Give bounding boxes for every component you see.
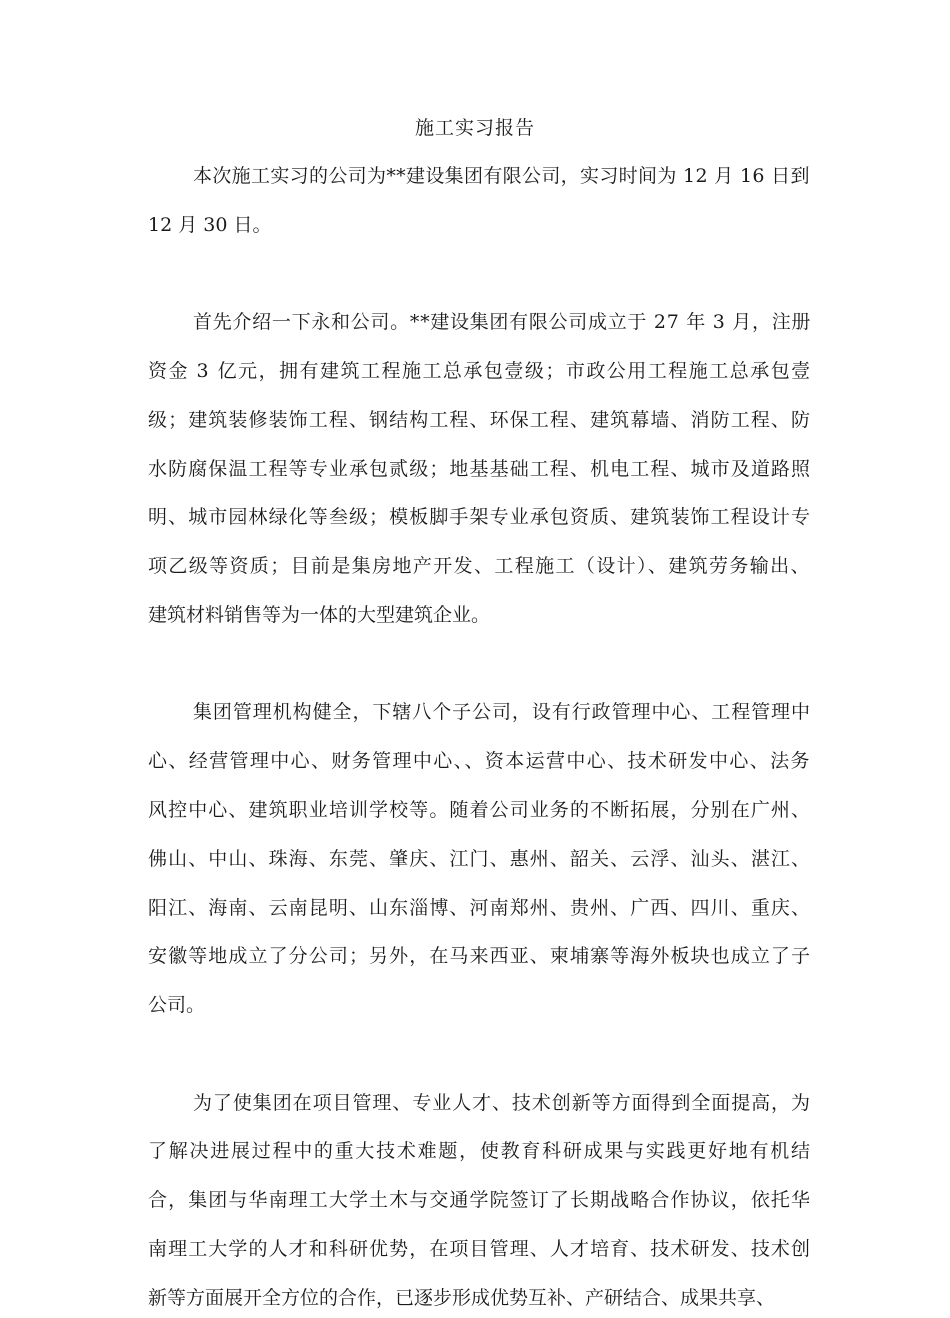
paragraph-line: 心、经营管理中心、财务管理中心、、资本运营中心、技术研发中心、法务 <box>148 750 811 772</box>
paragraph-line: 为了使集团在项目管理、专业人才、技术创新等方面得到全面提高，为 <box>193 1092 811 1114</box>
paragraph-line: 水防腐保温工程等专业承包贰级；地基基础工程、机电工程、城市及道路照 <box>148 458 812 480</box>
document-title: 施工实习报告 <box>414 117 535 139</box>
paragraph-line: 佛山、中山、珠海、东莞、肇庆、江门、惠州、韶关、云浮、汕头、湛江、 <box>148 848 812 870</box>
paragraph-line: 首先介绍一下永和公司。**建设集团有限公司成立于 27 年 3 月，注册 <box>193 311 812 333</box>
paragraph-line: 级；建筑装修装饰工程、钢结构工程、环保工程、建筑幕墙、消防工程、防 <box>148 409 812 431</box>
paragraph-line: 阳江、海南、云南昆明、山东淄博、河南郑州、贵州、广西、四川、重庆、 <box>148 897 812 919</box>
paragraph-line: 集团管理机构健全，下辖八个子公司，设有行政管理中心、工程管理中 <box>193 701 811 723</box>
paragraph-line: 了解决进展过程中的重大技术难题，使教育科研成果与实践更好地有机结 <box>148 1140 812 1162</box>
paragraph-line: 南理工大学的人才和科研优势，在项目管理、人才培育、技术研发、技术创 <box>148 1238 812 1260</box>
paragraph-line: 公司。 <box>148 994 206 1016</box>
paragraph-line: 安徽等地成立了分公司；另外，在马来西亚、柬埔寨等海外板块也成立了子 <box>148 945 812 967</box>
paragraph-line: 项乙级等资质；目前是集房地产开发、工程施工（设计）、建筑劳务输出、 <box>148 555 811 577</box>
paragraph-line: 明、城市园林绿化等叁级；模板脚手架专业承包资质、建筑装饰工程设计专 <box>148 506 812 528</box>
paragraph-line: 资金 3 亿元，拥有建筑工程施工总承包壹级；市政公用工程施工总承包壹 <box>148 360 812 382</box>
paragraph-line: 新等方面展开全方位的合作，已逐步形成优势互补、产研结合、成果共享、 <box>148 1287 776 1309</box>
paragraph-line: 12 月 30 日。 <box>148 214 272 236</box>
paragraph-line: 合，集团与华南理工大学土木与交通学院签订了长期战略合作协议，依托华 <box>148 1189 812 1211</box>
paragraph-line: 风控中心、建筑职业培训学校等。随着公司业务的不断拓展，分别在广州、 <box>148 799 812 821</box>
paragraph-line: 本次施工实习的公司为**建设集团有限公司，实习时间为 12 月 16 日到 <box>193 165 810 187</box>
paragraph-line: 建筑材料销售等为一体的大型建筑企业。 <box>148 604 491 626</box>
